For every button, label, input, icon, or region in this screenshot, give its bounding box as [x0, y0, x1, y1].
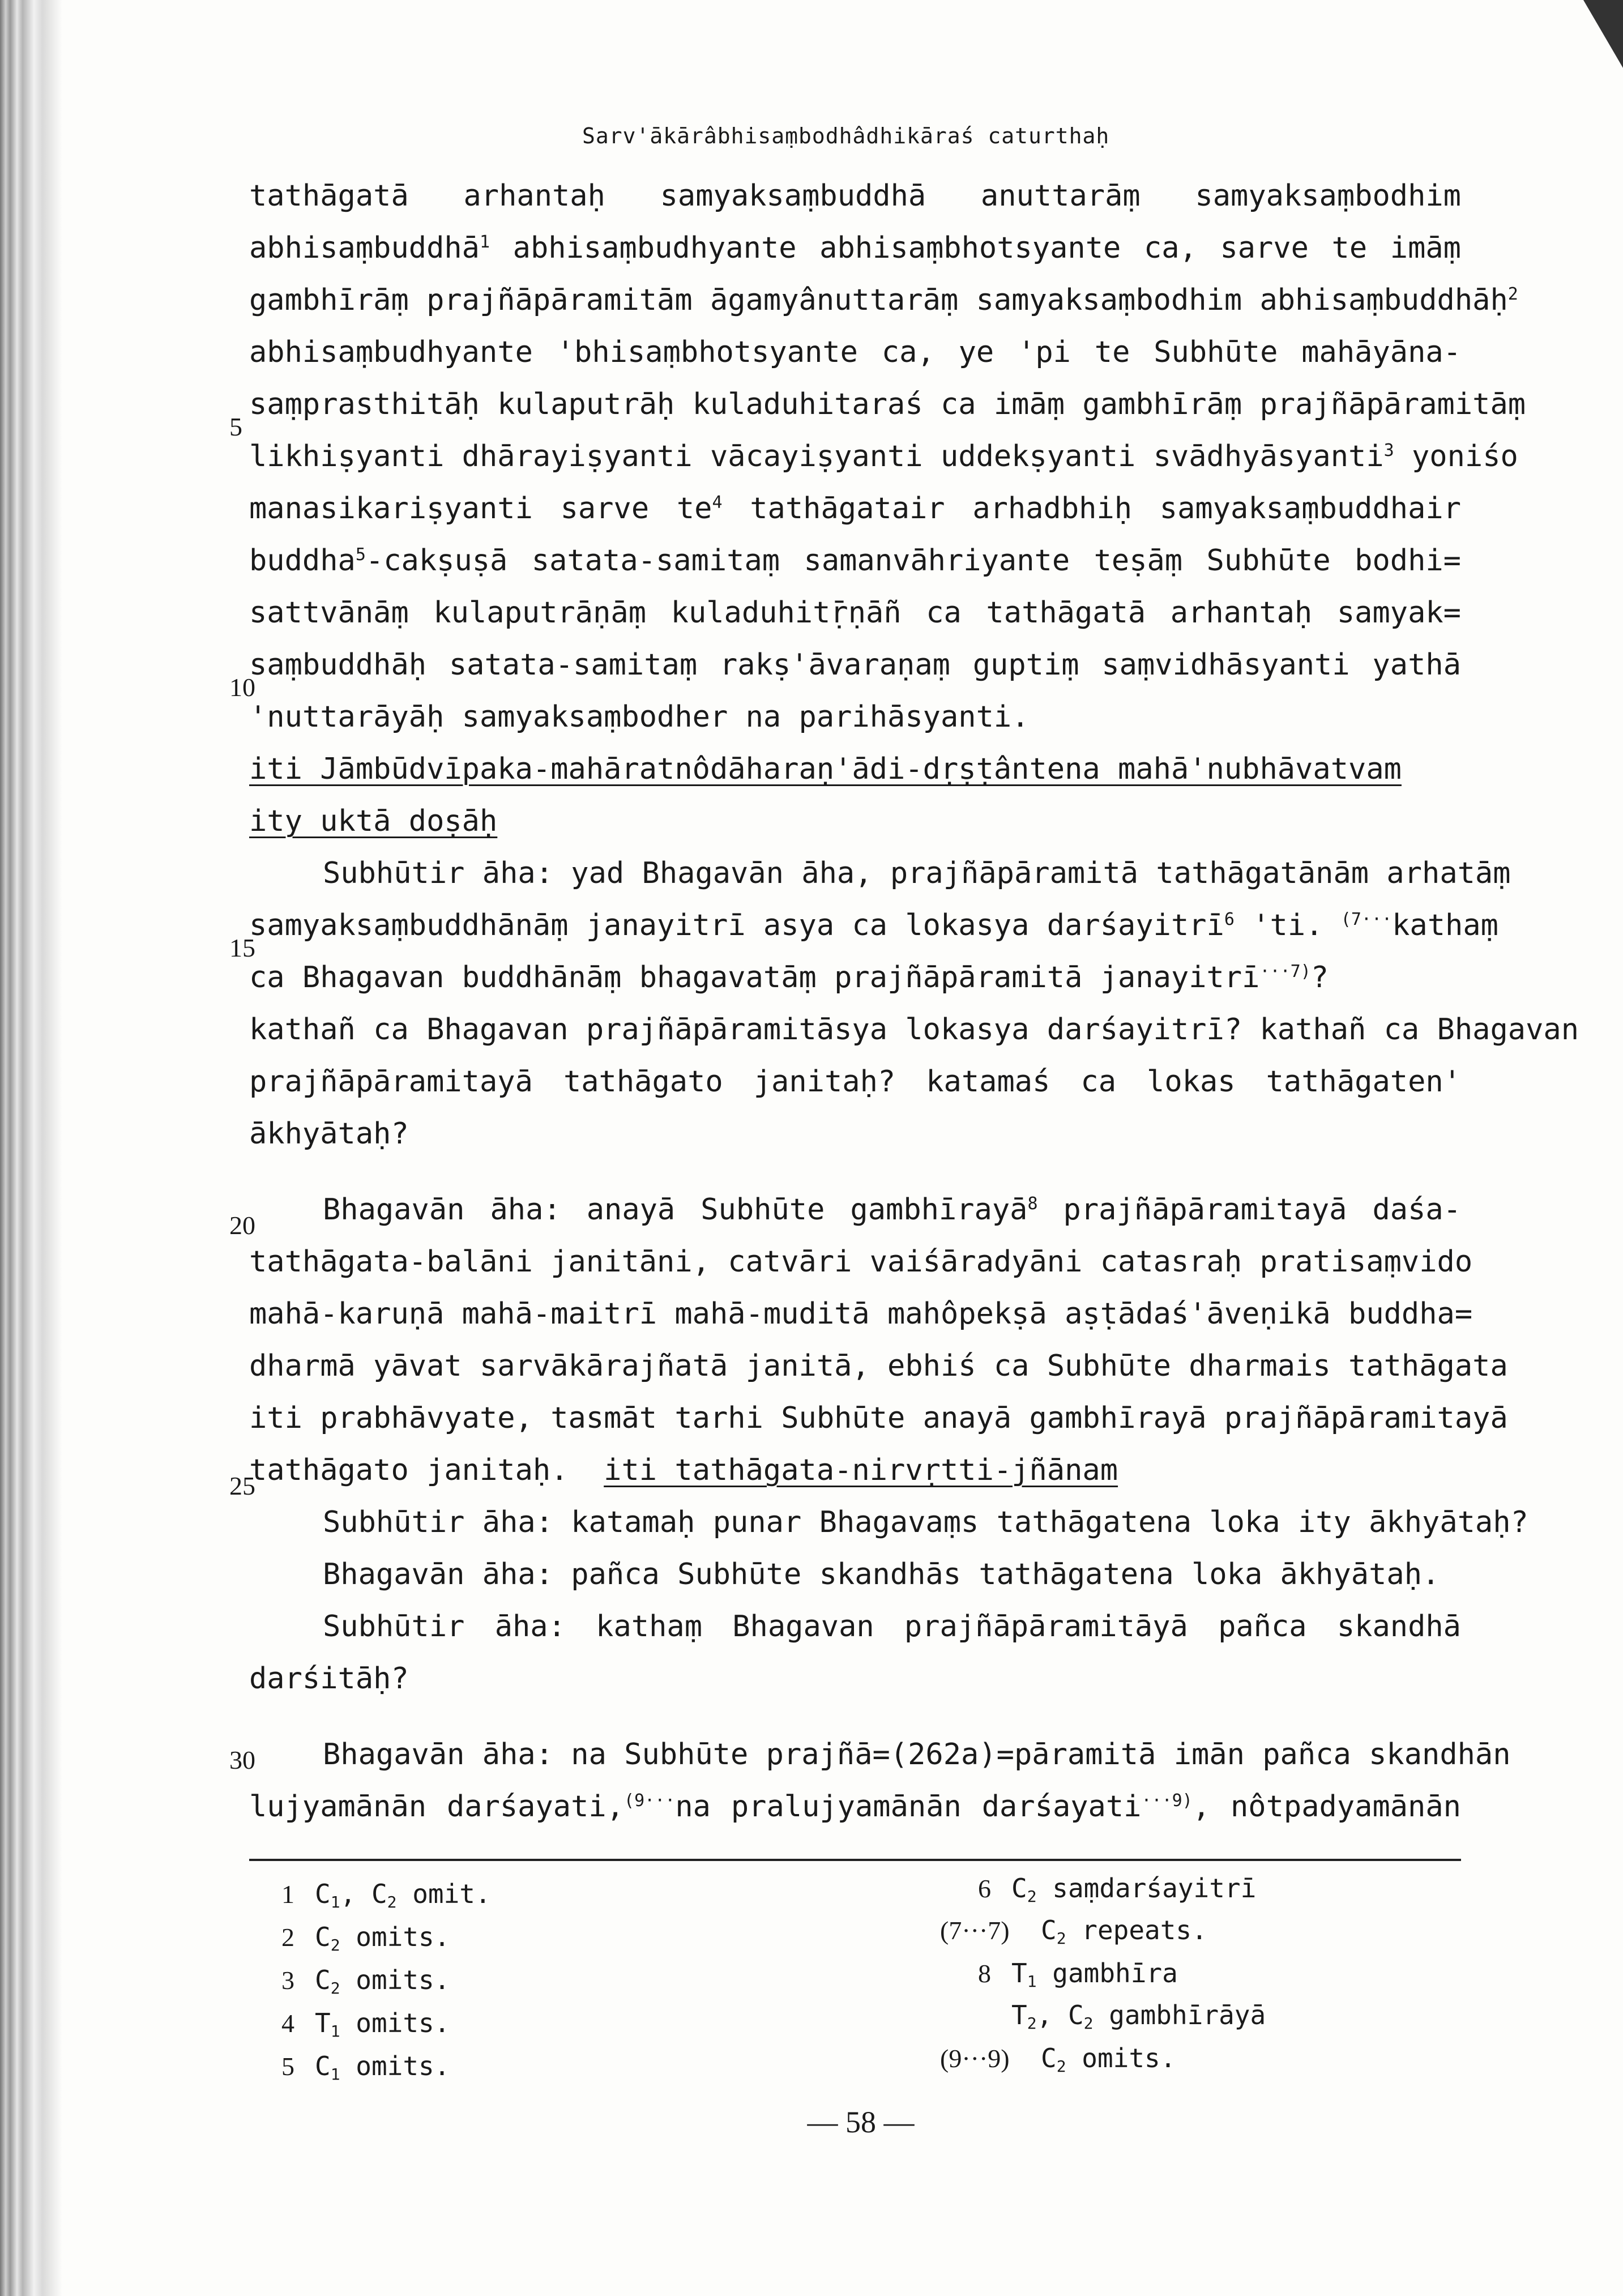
- text-line: 'nuttarāyāḥ samyaksaṃbodher na parihāsyanti.: [249, 700, 1030, 734]
- text-line: tathāgato janitaḥ. iti tathāgata-nirvṛtti-jñānam: [249, 1453, 1118, 1487]
- text-line: abhisaṃbuddhā$^1$ abhisaṃbudhyante abhisaṃbhotsyante ca, sarve te imāṃ: [249, 231, 1461, 265]
- text-line: lujyamānān darśayati,$^{(9\cdot\cdot\cdot}$na pralujyamānān darśayati$^{\cdot\cdot\cdot 9)}$, nôtpadyamānān: [249, 1790, 1461, 1824]
- footnote-rule: [249, 1859, 1461, 1861]
- text-line: samyaksaṃbuddhānāṃ janayitrī asya ca lokasya darśayitrī$^6$ 'ti. $^{(7\cdot\cdot\cdot}$kathaṃ: [249, 908, 1498, 942]
- footnote: 2 $C_2$ omits.: [281, 1922, 450, 1954]
- text-line: mahā-karuṇā mahā-maitrī mahā-muditā mahôpekṣā aṣṭādaś'āveṇikā buddha=: [249, 1297, 1473, 1331]
- text-line: prajñāpāramitayā tathāgato janitaḥ? katamaś ca lokas tathāgaten': [249, 1065, 1461, 1099]
- text-line: Subhūtir āha: yad Bhagavān āha, prajñāpāramitā tathāgatānām arhatāṃ: [323, 856, 1511, 890]
- line-number: 15: [229, 933, 255, 962]
- section-colophon: iti tathāgata-nirvṛtti-jñānam: [604, 1453, 1118, 1487]
- text-line: [249, 795, 497, 847]
- section-colophon: iti Jāmbūdvīpaka-mahāratnôdāharaṇ'ādi-dṛṣṭântena mahā'nubhāvatvam: [249, 752, 1402, 786]
- scan-left-edge: [0, 0, 62, 2296]
- text-line: dharmā yāvat sarvākārajñatā janitā, ebhiś ca Subhūte dharmais tathāgata: [249, 1349, 1508, 1383]
- footnote: 1 $C_1$, $C_2$ omit.: [281, 1879, 491, 1911]
- text-line: saṃbuddhāḥ satata-samitaṃ rakṣ'āvaraṇaṃ guptiṃ saṃvidhāsyanti yathā: [249, 648, 1461, 682]
- text-line: manasikariṣyanti sarve $te^4$ tathāgatair arhadbhiḥ samyaksaṃbuddhair: [249, 492, 1461, 526]
- text-line: Bhagavān āha: na Subhūte prajñā=(262a)=pāramitā imān pañca skandhān: [323, 1738, 1511, 1772]
- footnote-ref: 6: [1224, 910, 1235, 929]
- text-line: ca Bhagavan buddhānāṃ bhagavatāṃ prajñāpāramitā janayitrī$^{\cdot\cdot\cdot 7)}$?: [249, 961, 1329, 995]
- footnote: 6 $C_2$ saṃdarśayitrī: [978, 1873, 1257, 1906]
- page-number: — 58 —: [807, 2105, 915, 2139]
- line-number: 5: [229, 412, 242, 441]
- footnote-ref: 3: [1383, 441, 1394, 460]
- text-line: saṃprasthitāḥ kulaputrāḥ kuladuhitaraś ca imāṃ gambhīrāṃ prajñāpāramitāṃ: [249, 387, 1526, 421]
- line-number: 10: [229, 673, 255, 702]
- text-line: ākhyātaḥ?: [249, 1117, 409, 1151]
- line-number: 25: [229, 1471, 255, 1500]
- section-colophon: ity uktā doṣāḥ: [249, 804, 498, 838]
- text-line: tathāgatā arhantaḥ samyaksaṃbuddhā anuttarāṃ samyaksaṃbodhim: [249, 179, 1461, 213]
- text-line: Bhagavān āha: pañca Subhūte skandhās tathāgatena loka ākhyātaḥ.: [323, 1557, 1440, 1591]
- footnote: 8 $T_1$ gambhīra: [978, 1958, 1178, 1991]
- text-line: darśitāḥ?: [249, 1662, 409, 1696]
- text-line: tathāgata-balāni janitāni, catvāri vaiśāradyāni catasraḥ pratisaṃvido: [249, 1245, 1473, 1279]
- text-line: Subhūtir āha: katamaḥ punar Bhagavaṃs tathāgatena loka ity ākhyātaḥ?: [323, 1505, 1528, 1539]
- text-line: likhiṣyanti dhārayiṣyanti vācayiṣyanti uddekṣyanti svādhyāsyanti$^3$ yoniśo: [249, 439, 1518, 473]
- text-line: Subhūtir āha: kathaṃ Bhagavan prajñāpāramitāyā pañca skandhā: [323, 1610, 1461, 1644]
- footnote: 5 $C_1$ omits.: [281, 2051, 450, 2084]
- footnote: 3 $C_2$ omits.: [281, 1965, 450, 1998]
- text-line: iti prabhāvyate, tasmāt tarhi Subhūte anayā gambhīrayā prajñāpāramitayā: [249, 1401, 1508, 1435]
- footnote-ref: 4: [712, 493, 723, 513]
- text-line: gambhīrāṃ prajñāpāramitām āgamyânuttarāṃ samyaksaṃbodhim abhisaṃbuddhāḥ$^2$: [249, 283, 1518, 317]
- footnote-ref: 8: [1027, 1194, 1038, 1214]
- footnote: (7···7) $C_2$ repeats.: [940, 1915, 1207, 1948]
- running-head: Sarv'ākārâbhisaṃbodhâdhikāraś caturthaḥ: [582, 123, 1110, 148]
- scan-corner-mark: [1583, 0, 1623, 68]
- text-line: [249, 743, 1402, 795]
- text-line: Bhagavān āha: anayā Subhūte gambhīrayā$^8$ prajñāpāramitayā daśa-: [323, 1193, 1461, 1227]
- footnote: 4 $T_1$ omits.: [281, 2008, 450, 2041]
- text-line: abhisaṃbudhyante 'bhisaṃbhotsyante ca, ye 'pi te Subhūte mahāyāna-: [249, 335, 1461, 369]
- text-line: kathañ ca Bhagavan prajñāpāramitāsya lokasya darśayitrī? kathañ ca Bhagavan: [249, 1013, 1579, 1047]
- footnote-ref: 1: [480, 232, 490, 252]
- footnote-ref: 5: [355, 545, 366, 565]
- line-number: 20: [229, 1211, 255, 1240]
- text-line: sattvānāṃ kulaputrāṇāṃ kuladuhitṝṇāñ ca tathāgatā arhantaḥ samyak=: [249, 596, 1461, 630]
- variant-close: ···9): [1141, 1791, 1193, 1811]
- variant-close: ···7): [1259, 962, 1311, 981]
- variant-open: (7···: [1340, 910, 1393, 929]
- line-number: 30: [229, 1746, 255, 1774]
- footnote: $T_2$, $C_2$ gambhīrāyā: [1011, 2000, 1266, 2033]
- footnote: (9···9) $C_2$ omits.: [940, 2043, 1176, 2076]
- variant-open: (9···: [624, 1791, 676, 1811]
- footnote-ref: 2: [1507, 284, 1518, 304]
- text-line: buddha$^5$-cakṣuṣā satata-samitaṃ samanvāhriyante teṣāṃ Subhūte bodhi=: [249, 544, 1461, 578]
